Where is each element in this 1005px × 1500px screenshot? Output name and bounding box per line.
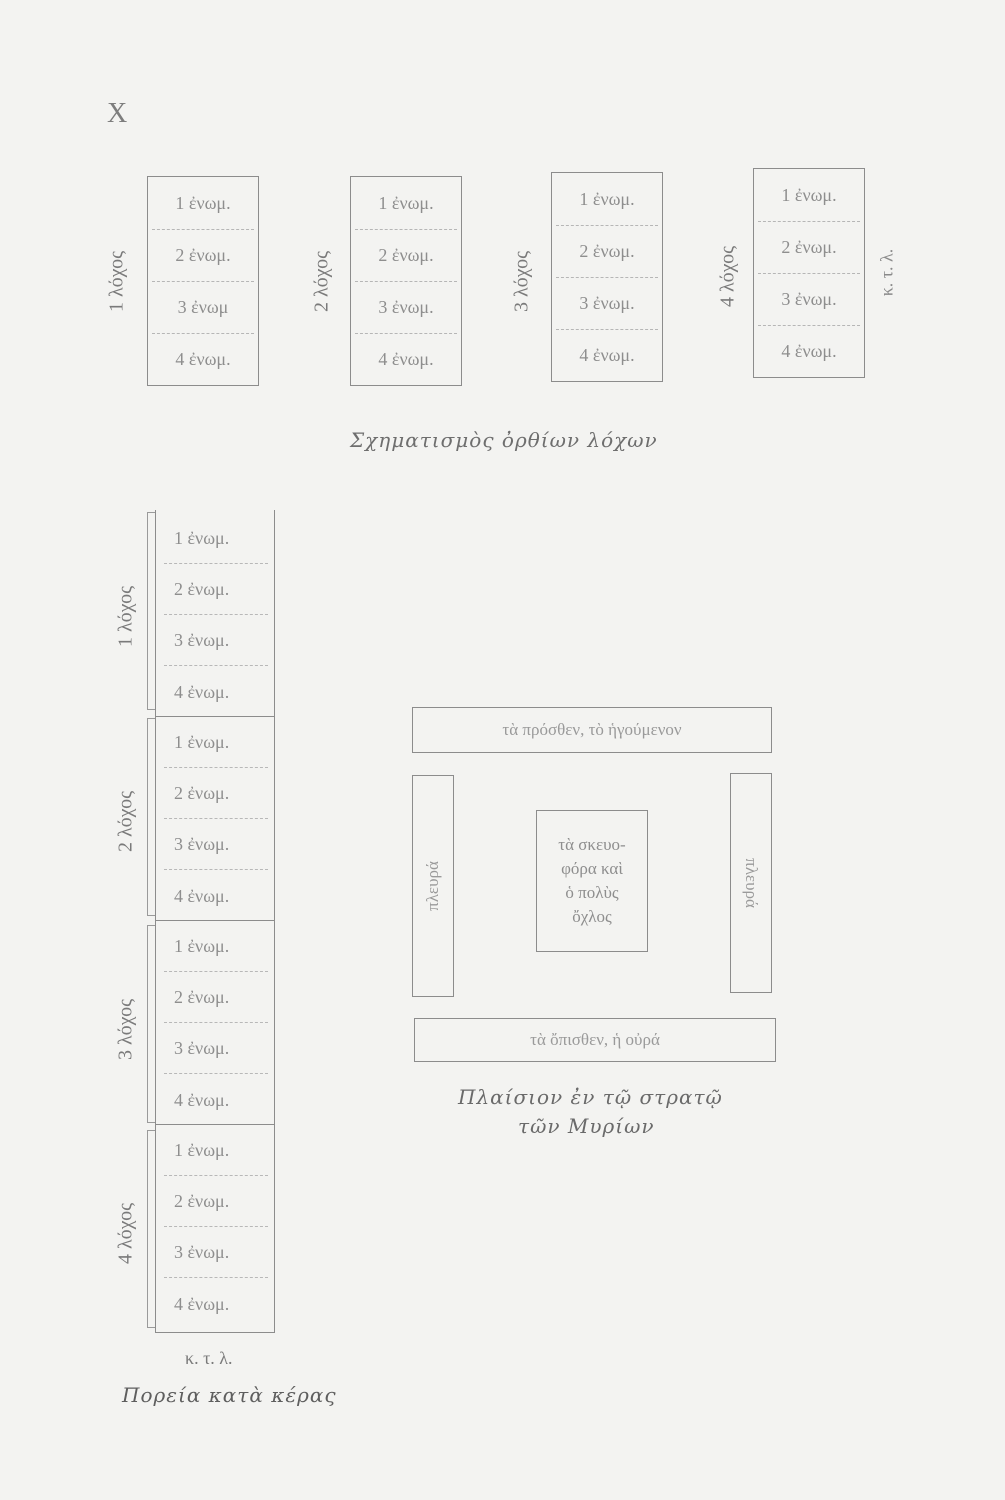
lochos-column <box>753 168 865 378</box>
enomotia-cell: 3 ἐνωμ. <box>355 281 457 334</box>
lochos-label: 3 λόχος <box>114 998 137 1061</box>
enomotia-cell: 2 ἐνωμ. <box>164 973 268 1023</box>
baggage-line: τὰ σκευο- <box>558 835 626 854</box>
baggage-box <box>536 810 648 952</box>
enomotia-cell: 2 ἐνωμ. <box>355 229 457 282</box>
etc-label: κ. τ. λ. <box>876 248 897 297</box>
enomotia-cell: 3 ἐνωμ. <box>556 277 658 330</box>
baggage-line: ὁ πολὺς <box>565 883 619 902</box>
orthioi-caption: Σχηματισμὸς ὀρθίων λόχων <box>350 428 658 452</box>
enomotia-cell: 2 ἐνωμ. <box>152 229 254 282</box>
front-bar: τὰ πρόσθεν, τὸ ἡγούμενον <box>412 707 772 753</box>
enomotia-cell: 2 ἐνωμ. <box>164 769 268 819</box>
enomotia-cell: 2 ἐνωμ. <box>556 225 658 278</box>
lochos-label: 1 λόχος <box>105 250 128 313</box>
enomotia-cell: 4 ἐνωμ. <box>174 1089 230 1110</box>
lochos-column <box>551 172 663 382</box>
lochos-separator <box>156 920 274 921</box>
enomotia-cell: 3 ἐνωμ. <box>164 820 268 870</box>
lochos-label: 2 λόχος <box>310 250 333 313</box>
enomotia-cell: 3 ἐνωμ. <box>164 1228 268 1278</box>
etc-label: κ. τ. λ. <box>185 1348 233 1368</box>
right-flank-label: πλευρά <box>742 858 761 908</box>
march-column <box>155 510 275 1333</box>
march-caption: Πορεία κατὰ κέρας <box>122 1383 337 1407</box>
enomotia-cell: 2 ἐνωμ. <box>758 221 860 274</box>
enomotia-cell: 1 ἐνωμ. <box>758 169 860 222</box>
lochos-label: 2 λόχος <box>114 790 137 853</box>
enomotia-cell: 3 ἐνωμ. <box>758 273 860 326</box>
enomotia-cell: 2 ἐνωμ. <box>164 565 268 615</box>
plate-number: X <box>107 98 128 129</box>
enomotia-cell: 1 ἐνωμ. <box>164 718 268 768</box>
lochos-separator <box>156 1124 274 1125</box>
enomotia-cell: 4 ἐνωμ. <box>174 681 230 702</box>
enomotia-cell: 3 ἐνωμ. <box>164 1024 268 1074</box>
enomotia-cell: 4 ἐνωμ. <box>579 344 635 365</box>
enomotia-cell: 1 ἐνωμ. <box>164 922 268 972</box>
enomotia-cell: 1 ἐνωμ. <box>164 1126 268 1176</box>
enomotia-cell: 1 ἐνωμ. <box>164 514 268 564</box>
enomotia-cell: 4 ἐνωμ. <box>174 1293 230 1314</box>
rear-bar: τὰ ὄπισθεν, ἡ οὐρά <box>414 1018 776 1062</box>
lochos-separator <box>156 716 274 717</box>
lochos-label: 1 λόχος <box>114 585 137 648</box>
lochos-label: 4 λόχος <box>114 1202 137 1265</box>
lochos-column <box>350 176 462 386</box>
enomotia-cell: 4 ἐνωμ. <box>781 340 837 361</box>
baggage-line: ὄχλος <box>572 907 612 926</box>
enomotia-cell: 2 ἐνωμ. <box>164 1177 268 1227</box>
enomotia-cell: 4 ἐνωμ. <box>378 348 434 369</box>
enomotia-cell: 3 ἐνωμ. <box>164 616 268 666</box>
enomotia-cell: 1 ἐνωμ. <box>152 177 254 230</box>
left-flank-label: πλευρά <box>423 861 442 911</box>
plaision-caption: Πλαίσιον ἐν τῷ στρατῷ <box>458 1085 723 1109</box>
left-flank <box>412 775 454 997</box>
lochos-label: 3 λόχος <box>510 250 533 313</box>
enomotia-cell: 1 ἐνωμ. <box>556 173 658 226</box>
enomotia-cell: 1 ἐνωμ. <box>355 177 457 230</box>
enomotia-cell: 4 ἐνωμ. <box>175 348 231 369</box>
enomotia-cell: 4 ἐνωμ. <box>174 885 230 906</box>
baggage-line: φόρα καὶ <box>561 859 623 878</box>
lochos-label: 4 λόχος <box>716 245 739 308</box>
lochos-column <box>147 176 259 386</box>
enomotia-cell: 3 ἐνωμ <box>152 281 254 334</box>
plaision-caption-2: τῶν Μυρίων <box>518 1114 655 1138</box>
right-flank <box>730 773 772 993</box>
